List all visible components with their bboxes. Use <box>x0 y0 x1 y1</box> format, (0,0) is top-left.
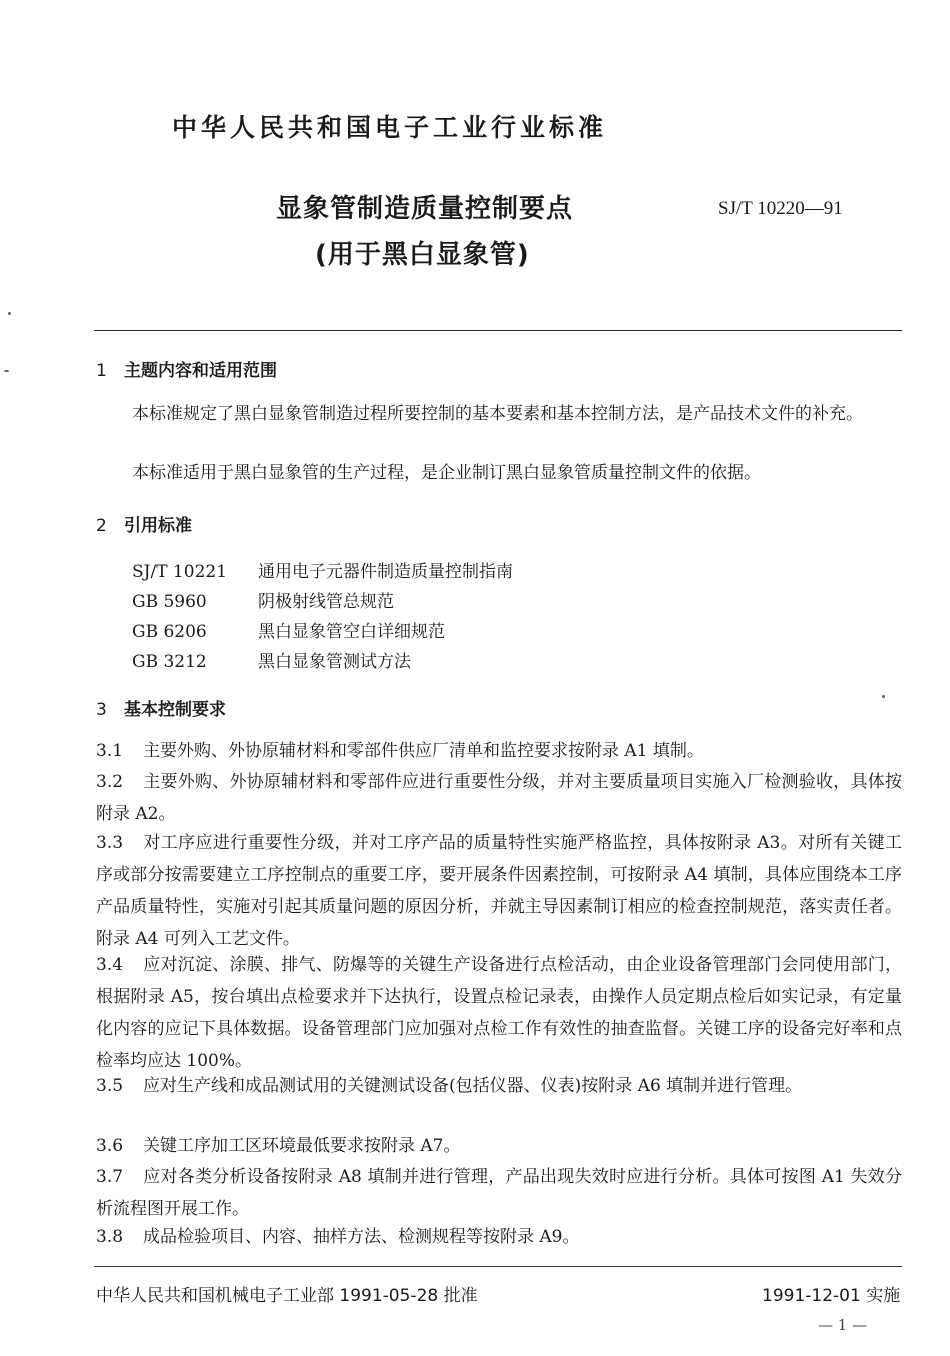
section-number: 1 <box>96 361 107 381</box>
standard-code: SJ/T 10220—91 <box>718 198 843 219</box>
clause-3-7 <box>96 1161 902 1225</box>
clause-3-6 <box>96 1130 902 1162</box>
reference-row <box>132 617 445 647</box>
clause-number: 3.8 <box>96 1227 124 1247</box>
reference-name: 阴极射线管总规范 <box>258 592 394 612</box>
clause-text: 应对各类分析设备按附录 A8 填制并进行管理，产品出现失效时应进行分析。具体可按图 A1 失效分析流程图开展工作。 <box>96 1167 902 1219</box>
section-number: 3 <box>96 700 107 720</box>
clause-number: 3.5 <box>96 1076 124 1096</box>
section-2-heading <box>96 511 192 536</box>
reference-row <box>132 647 411 677</box>
clause-number: 3.1 <box>96 741 124 761</box>
scan-speck <box>4 370 9 372</box>
clause-number: 3.4 <box>96 955 124 975</box>
approval-line: 中华人民共和国机械电子工业部 1991-05-28 批准 <box>96 1286 478 1306</box>
section-1-heading <box>96 356 277 381</box>
section-1-paragraph-1: 本标准规定了黑白显象管制造过程所要控制的基本要素和基本控制方法，是产品技术文件的补充。 <box>132 404 863 424</box>
page-number: — 1 — <box>818 1316 868 1334</box>
reference-row <box>132 587 394 617</box>
clause-number: 3.3 <box>96 833 124 853</box>
section-3-heading <box>96 695 226 720</box>
reference-name: 黑白显象管空白详细规范 <box>258 622 445 642</box>
clause-text: 成品检验项目、内容、抽样方法、检测规程等按附录 A9。 <box>143 1227 580 1247</box>
implementation-date: 1991-12-01 实施 <box>762 1286 901 1306</box>
clause-text: 主要外购、外协原辅材料和零部件应进行重要性分级，并对主要质量项目实施入厂检测验收，具体按附录 A2。 <box>96 772 902 824</box>
reference-code: SJ/T 10221 <box>132 562 228 582</box>
clause-number: 3.2 <box>96 772 124 792</box>
reference-code: GB 3212 <box>132 652 207 672</box>
reference-code: GB 6206 <box>132 622 207 642</box>
reference-row <box>132 557 513 587</box>
clause-number: 3.7 <box>96 1167 124 1187</box>
section-title: 基本控制要求 <box>124 700 226 720</box>
section-title: 引用标准 <box>124 516 192 536</box>
section-number: 2 <box>96 516 107 536</box>
clause-3-5 <box>96 1070 902 1102</box>
clause-text: 应对沉淀、涂膜、排气、防爆等的关键生产设备进行点检活动，由企业设备管理部门会同使用部门，根据附录 A5，按台填出点检要求并下达执行，设置点检记录表，由操作人员定期点检后如实记录，有定量化内容的应记下具体数据。设备管理部门应加强对点检工作有效性的抽查监督。关键工序的设备完好率和点检率均应达 100%。 <box>96 955 902 1071</box>
document-subtitle: (用于黑白显象管) <box>315 240 530 270</box>
footer-divider <box>94 1266 902 1267</box>
scan-speck <box>8 312 11 315</box>
clause-3-3 <box>96 827 902 955</box>
clause-text: 关键工序加工区环境最低要求按附录 A7。 <box>143 1136 461 1156</box>
org-title: 中华人民共和国电子工业行业标准 <box>172 113 608 142</box>
clause-number: 3.6 <box>96 1136 124 1156</box>
reference-code: GB 5960 <box>132 592 207 612</box>
scan-speck <box>882 695 885 698</box>
header-divider <box>94 330 902 331</box>
clause-text: 对工序应进行重要性分级，并对工序产品的质量特性实施严格监控，具体按附录 A3。对所有关键工序或部分按需要建立工序控制点的重要工序，要开展条件因素控制，可按附录 A4 填制，具体应围绕本工序产品质量特性，实施对引起其质量问题的原因分析，并就主导因素制订相应的检查控制规范，落实责任者。附录 A4 可列入工艺文件。 <box>96 833 902 949</box>
clause-3-1 <box>96 735 902 767</box>
clause-3-2 <box>96 766 902 830</box>
reference-name: 通用电子元器件制造质量控制指南 <box>258 562 513 582</box>
clause-3-4 <box>96 949 902 1077</box>
document-title: 显象管制造质量控制要点 <box>276 194 574 224</box>
clause-3-8 <box>96 1221 902 1253</box>
section-title: 主题内容和适用范围 <box>124 361 277 381</box>
section-1-paragraph-2: 本标准适用于黑白显象管的生产过程，是企业制订黑白显象管质量控制文件的依据。 <box>132 463 761 483</box>
clause-text: 主要外购、外协原辅材料和零部件供应厂清单和监控要求按附录 A1 填制。 <box>143 741 704 761</box>
clause-text: 应对生产线和成品测试用的关键测试设备(包括仪器、仪表)按附录 A6 填制并进行管理。 <box>143 1076 803 1096</box>
reference-name: 黑白显象管测试方法 <box>258 652 411 672</box>
